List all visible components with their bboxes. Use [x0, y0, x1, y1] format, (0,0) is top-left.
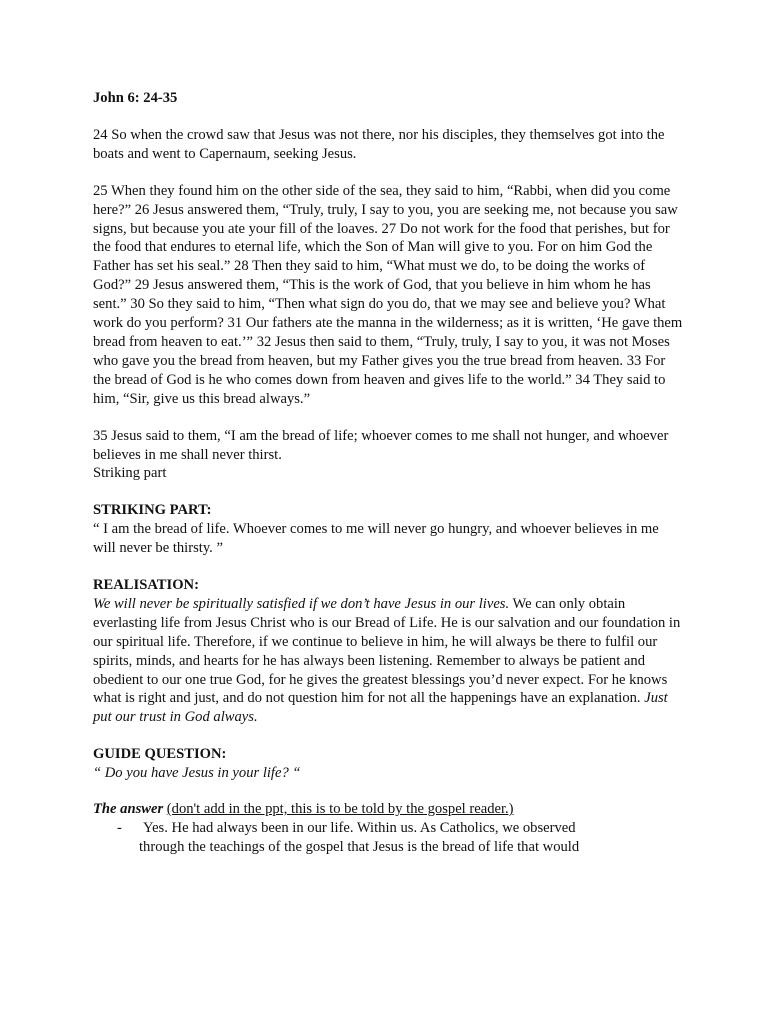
realisation-heading: REALISATION:	[93, 577, 199, 594]
realisation-lead-sentence: We will never be spiritually satisfied if we don’t have Jesus in our lives.	[93, 595, 510, 612]
document-body	[93, 89, 683, 857]
answer-heading-line	[93, 800, 683, 819]
realisation-body-text: We can only obtain everlasting life from Jesus Christ who is our Bread of Life. He is our salvation and our foundation in our spiritual life. Therefore, if we continue to believe in him, he will always be there to fulfil our spirits, minds, and hearts for he has always been listening. Remember to always be patient and obedient to our one true God, for he gives the greatest blessings you’d never expect. For he knows what is right and just, and do not question him for not all the happenings have an explanation.	[93, 595, 681, 707]
answer-note: (don't add in the ppt, this is to be told by the gospel reader.)	[166, 801, 514, 818]
realisation-paragraph	[93, 595, 683, 727]
guide-question-text: “ Do you have Jesus in your life? “	[93, 765, 301, 782]
verse-paragraph-24: 24 So when the crowd saw that Jesus was not there, nor his disciples, they themselves got into the boats and went to Capernaum, seeking Jesus.	[93, 126, 665, 162]
striking-part-text: “ I am the bread of life. Whoever comes to me will never go hungry, and whoever believes in me will never be thirsty. ”	[93, 521, 659, 557]
answer-item-line-1: Yes. He had always been in our life. Within us. As Catholics, we observed	[143, 820, 576, 836]
striking-part-note: Striking part	[93, 465, 167, 482]
document-title: John 6: 24-35	[93, 90, 178, 106]
realisation-closing-sentence: Just put our trust in God always.	[93, 690, 668, 726]
answer-list	[93, 819, 683, 857]
list-dash-bullet: -	[117, 820, 122, 836]
verse-paragraph-35: 35 Jesus said to them, “I am the bread of life; whoever comes to me shall not hunger, and whoever believes in me shall never thirst.	[93, 427, 669, 463]
answer-label: The answer	[93, 801, 164, 818]
answer-list-item	[93, 819, 683, 857]
striking-part-heading: STRIKING PART:	[93, 502, 212, 519]
answer-item-line-2: through the teachings of the gospel that Jesus is the bread of life that would	[139, 838, 580, 855]
guide-question-heading: GUIDE QUESTION:	[93, 746, 227, 763]
verse-paragraph-25-34: 25 When they found him on the other side of the sea, they said to him, “Rabbi, when did you come here?” 26 Jesus answered them, “Truly, truly, I say to you, you are seeking me, not because you saw signs, but because you ate your fill of the loaves. 27 Do not work for the food that perishes, but for the food that endures to eternal life, which the Son of Man will give to you. For on him God the Father has set his seal.” 28 Then they said to him, “What must we do, to be doing the works of God?” 29 Jesus answered them, “This is the work of God, that you believe in him whom he has sent.” 30 So they said to him, “Then what sign do you do, that we may see and believe you? What work do you perform? 31 Our fathers ate the manna in the wilderness; as it is written, ‘He gave them bread from heaven to eat.’” 32 Jesus then said to them, “Truly, truly, I say to you, it was not Moses who gave you the bread from heaven, but my Father gives you the true bread from heaven. 33 For the bread of God is he who comes down from heaven and gives life to the world.” 34 They said to him, “Sir, give us this bread always.”	[93, 182, 683, 407]
